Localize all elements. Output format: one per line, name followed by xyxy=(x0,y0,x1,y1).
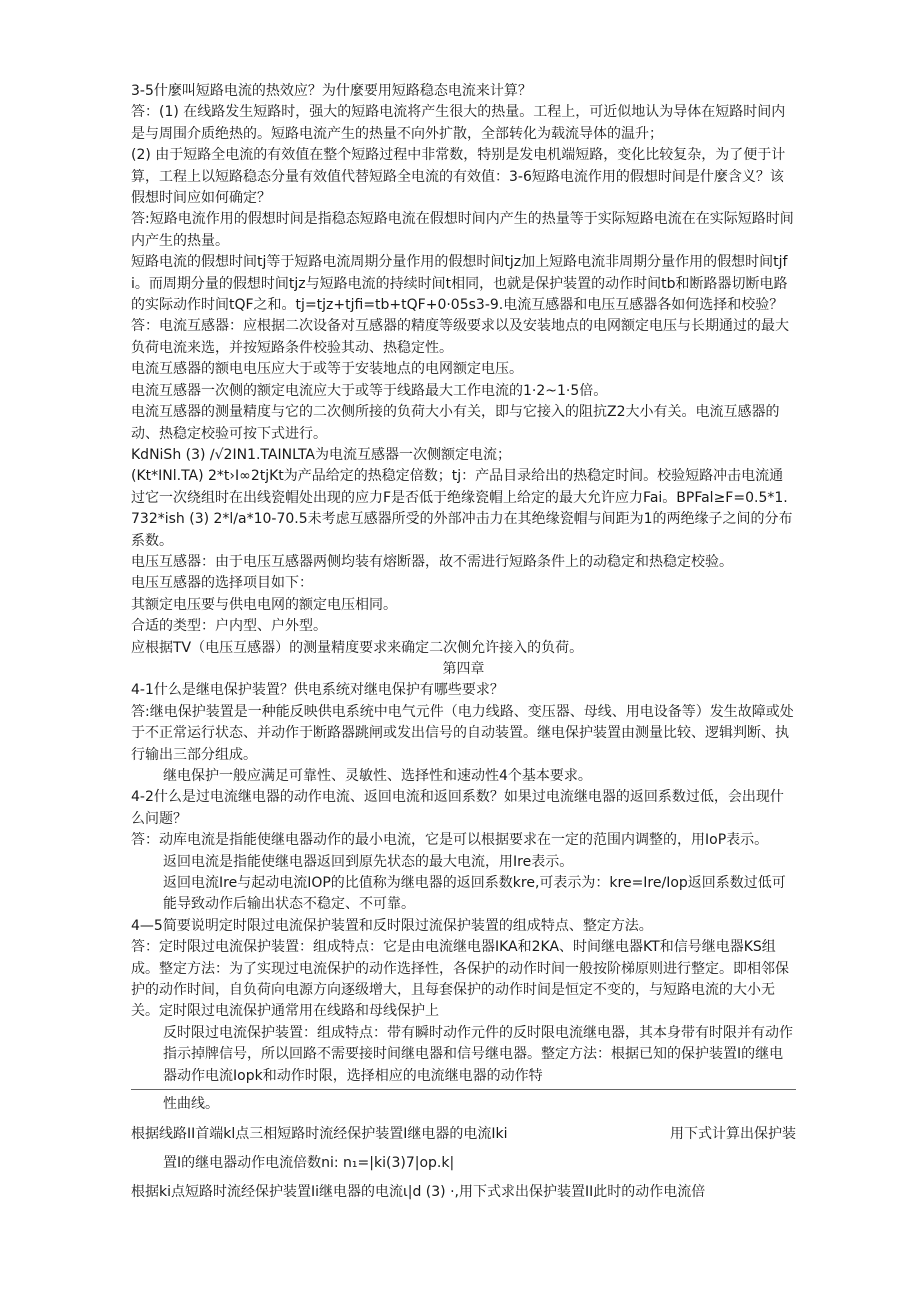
calc-line-right: 用下式计算出保护装 xyxy=(670,1125,796,1142)
section-3-5-to-3-9 xyxy=(131,81,796,659)
chapter-4-content xyxy=(131,680,796,1087)
paragraph: 4—5简要说明定时限过电流保护装置和反时限过流保护装置的组成特点、整定方法。 xyxy=(131,917,653,934)
document-body xyxy=(131,81,796,1204)
calc-line xyxy=(131,1124,796,1145)
spacer xyxy=(131,1116,796,1124)
paragraph: 答：(1) 在线路发生短路时，强大的短路电流将产生很大的热量。工程上，可近似地认为导体在短路时间内是与周围介质绝热的。短路电流产生的热量不向外扩散，全部转化为载流导体的温升； xyxy=(131,104,786,142)
paragraph: 答:短路电流作用的假想时间是指稳态短路电流在假想时间内产生的热量等于实际短路电流在在实际短路时间内产生的热量。 xyxy=(131,211,794,249)
paragraph: 4-1什么是继电保护装置？供电系统对继电保护有哪些要求？ xyxy=(131,682,504,699)
chapter-title: 第四章 xyxy=(442,660,485,677)
paragraph: 继电保护一般应满足可靠性、灵敏性、选择性和速动性4个基本要求。 xyxy=(163,768,592,784)
paragraph: 答：动库电流是指能使继电器动作的最小电流，它是可以根据要求在一定的范围内调整的，用IoP表示。 xyxy=(131,832,769,849)
paragraph: 电流互感器的额电电压应大于或等于安装地点的电网额定电压。 xyxy=(131,361,523,378)
paragraph: 电压互感器：由于电压互感器两侧均装有熔断器，故不需进行短路条件上的动稳定和热稳定校验。 xyxy=(131,553,733,570)
calc-line-left: 根据线路II首端kl点三相短路时流经保护装置I继电器的电流Iki xyxy=(131,1125,508,1142)
paragraph: 3-5什麼叫短路电流的热效应？为什麼要用短路稳态电流来计算？ xyxy=(131,83,532,99)
paragraph: 应根据TV（电压互感器）的测量精度要求来确定二次侧允许接入的负荷。 xyxy=(131,639,584,656)
paragraph: 合适的类型：户内型、户外型。 xyxy=(131,618,327,635)
paragraph: 短路电流的假想时间tj等于短路电流周期分量作用的假想时间tjz加上短路电流非周期分量作用的假想时间tjfi。而周期分量的假想时间tjz与短路电流的持续时间t相同，也就是保护装置的动作时间tb和断路器切断电路的实际动作时间tQF之和。tj=tjz+tjfi=tb+tQF+0·05s3-9.电流互感器和电压互感器各如何选择和校验？ xyxy=(131,254,788,314)
spacer xyxy=(131,1174,796,1182)
paragraph: 其额定电压要与供电电网的额定电压相同。 xyxy=(131,596,397,613)
paragraph: 电流互感器的测量精度与它的二次侧所接的负荷大小有关，即与它接入的阻抗Z2大小有关。电流互感器的动、热稳定校验可按下式进行。 xyxy=(131,404,780,442)
paragraph: 返回电流Ire与起动电流IOP的比值称为继电器的返回系数kre,可表示为：kre=Ire∕Iop返回系数过低可能导致动作后输出状态不稳定、不可靠。 xyxy=(163,875,786,913)
paragraph: (2) 由于短路全电流的有效值在整个短路过程中非常数，特别是发电机端短路，变化比较复杂，为了便于计算，工程上以短路稳态分量有效值代替短路全电流的有效值：3-6短路电流作用的假想时间是什麼含义？该假想时间应如何确定？ xyxy=(131,147,786,207)
paragraph: (Kt*INl.TA) 2*t›I∞2tjKt为产品给定的热稳定倍数；tj：产品目录给出的热稳定时间。校验短路冲击电流通过它一次绕组时在出线瓷帽处出现的应力F是否低于绝缘瓷帽上给定的最大允许应力Fai。BPFal≥F=0.5*1.732*ish (3) 2*l∕a*10-70.5未考虑互感器所受的外部冲击力在其绝缘瓷帽与间距为1的两绝缘子之间的分布系数。 xyxy=(131,468,793,549)
paragraph: 答：定时限过电流保护装置：组成特点：它是由电流继电器IKA和2KA、时间继电器KT和信号继电器KS组成。整定方法：为了实现过电流保护的动作选择性，各保护的动作时间一般按阶梯原则进行整定。即相邻保护的动作时间，自负荷向电源方向逐级增大，且每套保护的动作时间是恒定不变的，与短路电流的大小无关。定时限过电流保护通常用在线路和母线保护上 xyxy=(131,939,789,1020)
page-divider xyxy=(131,1089,796,1090)
spacer xyxy=(131,1145,796,1153)
paragraph: KdNiSh (3) ∕√2IN1.TAINLTA为电流互感器一次侧额定电流； xyxy=(131,446,511,463)
paragraph: 4-2什么是过电流继电器的动作电流、返回电流和返回系数？如果过电流继电器的返回系数过低，会出现什么问题？ xyxy=(131,789,784,827)
curve-line: 性曲线。 xyxy=(163,1096,219,1113)
paragraph: 答：电流互感器：应根据二次设备对互感器的精度等级要求以及安装地点的电网额定电压与长期通过的最大负荷电流来选，并按短路条件校验其动、热稳定性。 xyxy=(131,318,789,356)
paragraph: 电压互感器的选择项目如下： xyxy=(131,575,313,592)
paragraph: 电流互感器一次侧的额定电流应大于或等于线路最大工作电流的1·2~1·5倍。 xyxy=(131,382,608,399)
paragraph: 反时限过电流保护装置：组成特点：带有瞬时动作元件的反时限电流继电器，其本身带有时限并有动作指示掉牌信号，所以回路不需要接时间继电器和信号继电器。整定方法：根据已知的保护装置I的继电器动作电流Iopk和动作时限，选择相应的电流继电器的动作特 xyxy=(163,1024,793,1084)
multiple-line: 置I的继电器动作电流倍数ni: n₁=|ki(3)7|op.k| xyxy=(163,1154,455,1171)
paragraph: 返回电流是指能使继电器返回到原先状态的最大电流，用Ire表示。 xyxy=(163,853,574,870)
last-line: 根据ki点短路时流经保护装置Ii继电器的电流ι|d (3) ·,用下式求出保护装置II此时的动作电流倍 xyxy=(131,1184,706,1201)
paragraph: 答:继电保护装置是一种能反映供电系统中电气元件（电力线路、变压器、母线、用电设备等）发生故障或处于不正常运行状态、并动作于断路器跳闸或发出信号的自动装置。继电保护装置由测量比较、逻辑判断、执行输出三部分组成。 xyxy=(131,703,794,763)
